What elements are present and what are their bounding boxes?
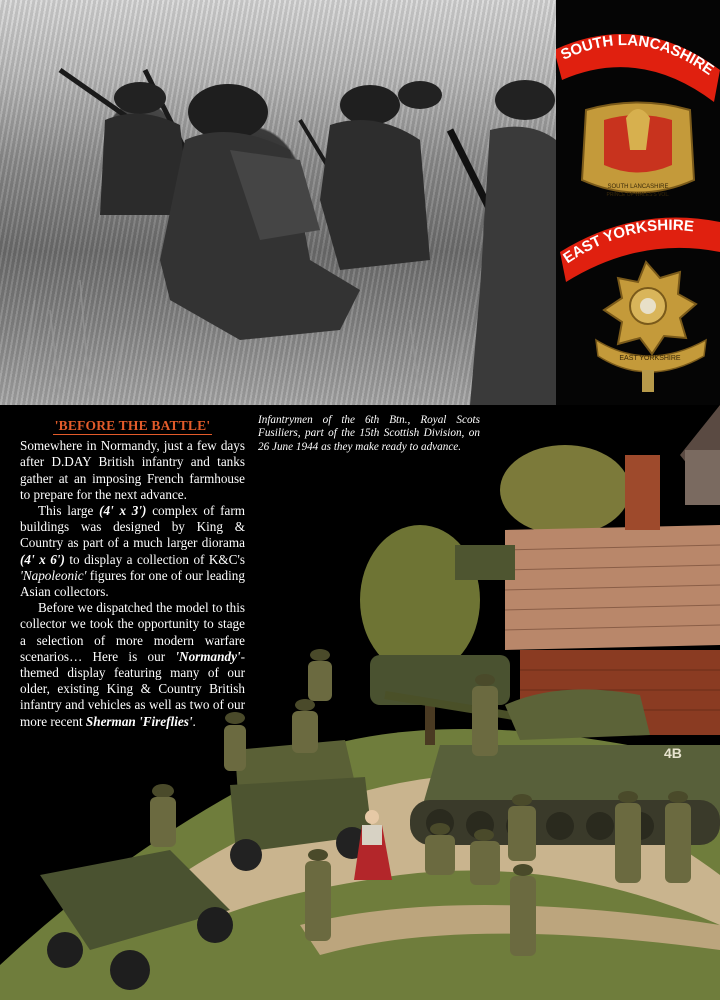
tree-right — [500, 445, 630, 535]
south-lancashire-title: SOUTH LANCASHIRE — [558, 31, 717, 79]
article-paragraph-3: Before we dispatched the model to this collector we took the opportunity to stage a selection of more modern warfare scenarios… Here is our 'Normandy'-themed display featuring many of our older, existing King & Country British infantry and vehicles as well as two of our more recent Sherman 'Fireflies'. — [20, 600, 245, 729]
south-badge-sub: PRINCE OF WALES'S VOL. — [606, 192, 670, 198]
article-title: 'BEFORE THE BATTLE' — [54, 418, 211, 433]
article-paragraph-2: This large (4' x 3') complex of farm buildings was designed by King & Country as part of a much larger diorama (4' x 6') to display a collection of K&C's 'Napoleonic' figures for one of our leading Asian collectors. — [20, 503, 245, 600]
photo-caption: Infantrymen of the 6th Btn., Royal Scots Fusiliers, part of the 15th Scottish Division, on 26 June 1944 as they make ready to advance. — [258, 414, 480, 453]
east-yorkshire-title: EAST YORKSHIRE — [560, 216, 695, 267]
soldiers-silhouettes — [0, 0, 556, 405]
historic-photo — [0, 0, 556, 405]
east-badge-motto: EAST YORKSHIRE — [619, 355, 681, 362]
tank-marking: 4B — [664, 745, 682, 761]
south-lancashire-badge-icon — [582, 103, 694, 199]
east-yorkshire-badge-icon — [596, 262, 706, 392]
article-body — [20, 418, 245, 730]
south-badge-motto: SOUTH LANCASHIRE — [607, 184, 669, 190]
regimental-badges-panel — [556, 0, 720, 405]
article-paragraph-1: Somewhere in Normandy, just a few days after D.DAY British infantry and tanks gather at an imposing French farmhouse to prepare for the next advance. — [20, 438, 245, 502]
